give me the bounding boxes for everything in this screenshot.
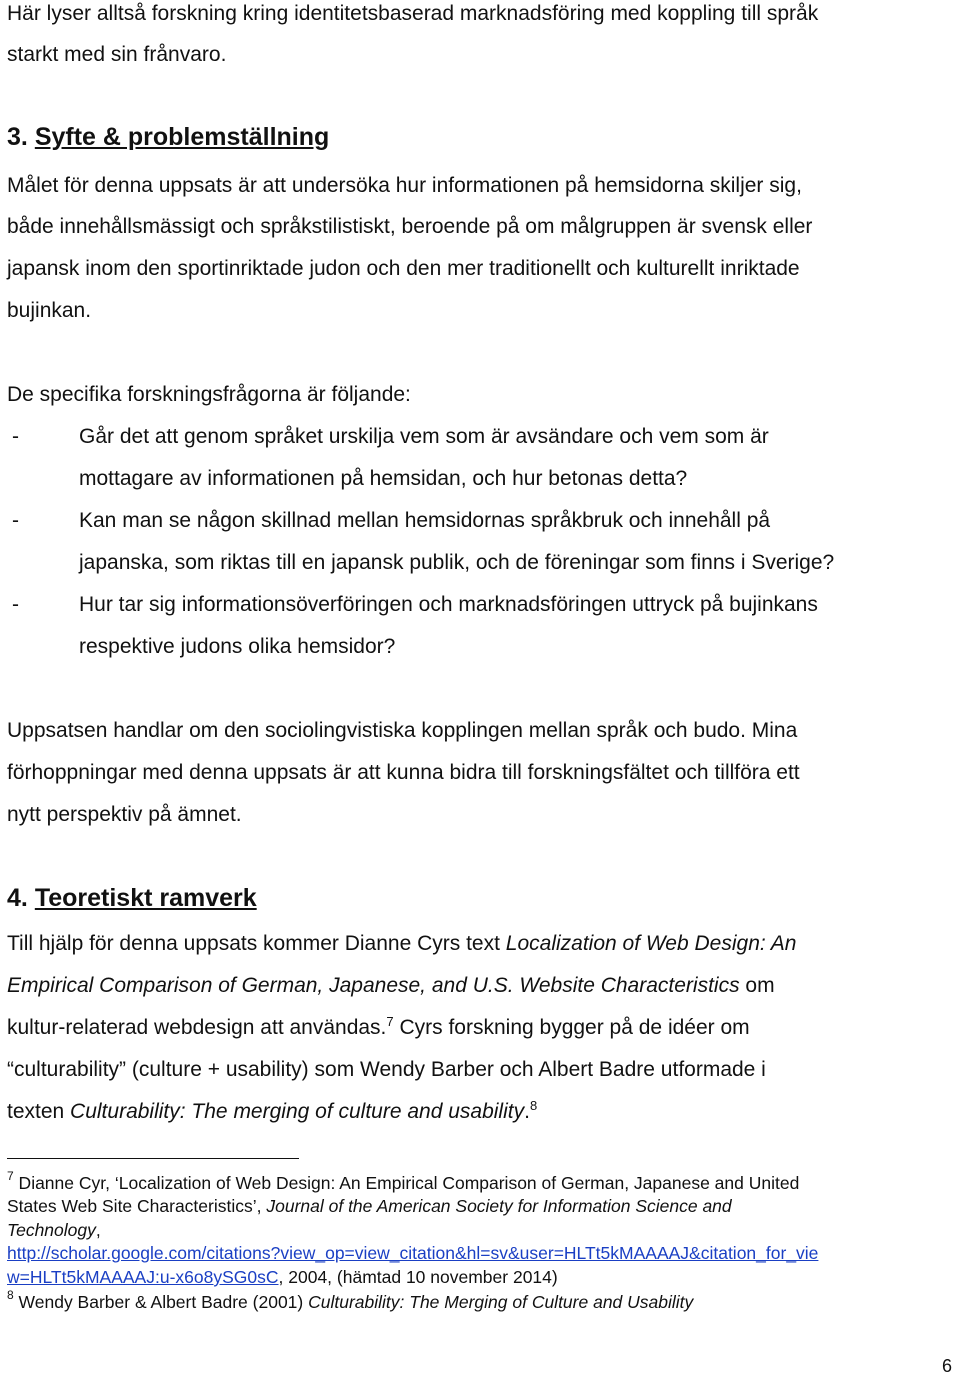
- body-text-line: Målet för denna uppsats är att undersöka hur informationen på hemsidorna skiljer sig,: [7, 174, 802, 197]
- list-item-line: Går det att genom språket urskilja vem som är avsändare och vem som är: [79, 425, 769, 448]
- body-text-line: Empirical Comparison of German, Japanese, and U.S. Website Characteristics om: [7, 974, 775, 997]
- section-title: Teoretiskt ramverk: [34, 884, 257, 912]
- section-title: Syfte & problemställning: [34, 123, 330, 151]
- list-item-line: Kan man se någon skillnad mellan hemsidornas språkbruk och innehåll på: [79, 509, 771, 532]
- body-text-line: starkt med sin frånvaro.: [7, 43, 227, 66]
- citation-link[interactable]: http://scholar.google.com/citations?view_op=view_citation&hl=sv&user=HLTt5kMAAAAJ&citation_for_vie: [7, 1243, 819, 1263]
- list-item-line: japanska, som riktas till en japansk publik, och de föreningar som finns i Sverige?: [79, 551, 835, 574]
- footnote-number: 7: [7, 1169, 14, 1183]
- questions-intro: De specifika forskningsfrågorna är följande:: [7, 383, 411, 406]
- footnote-line: States Web Site Characteristics’, Journal of the American Society for Information Science and: [7, 1196, 732, 1216]
- section-heading: [7, 882, 257, 914]
- body-text-line: kultur-relaterad webdesign att användas.$^7$ Cyrs forskning bygger på de idéer om: [7, 1014, 750, 1039]
- italic-title: Empirical Comparison of German, Japanese, and U.S. Website Characteristics: [7, 974, 740, 997]
- page-number: 6: [942, 1356, 953, 1376]
- footnote-line: [7, 1242, 818, 1264]
- body-text-line: Till hjälp för denna uppsats kommer Dianne Cyrs text Localization of Web Design: An: [7, 932, 797, 955]
- body-text-line: nytt perspektiv på ämnet.: [7, 803, 242, 826]
- body-text-line: förhoppningar med denna uppsats är att kunna bidra till forskningsfältet och tillföra ett: [7, 761, 800, 784]
- footnote-separator: [7, 1158, 299, 1159]
- footnote-number: 8: [7, 1288, 14, 1302]
- list-item-line: Hur tar sig informationsöverföringen och marknadsföringen uttryck på bujinkans: [79, 593, 818, 616]
- section-heading: [7, 121, 329, 153]
- footnote-ref: 7: [386, 1014, 394, 1029]
- body-text-line: Här lyser alltså forskning kring identitetsbaserad marknadsföring med koppling till språk: [7, 2, 819, 25]
- footnote-line: w=HLTt5kMAAAAJ:u-x6o8ySG0sC, 2004, (hämtad 10 november 2014): [7, 1267, 558, 1287]
- body-text-line: japansk inom den sportinriktade judon och den mer traditionellt och kulturellt inriktade: [7, 257, 800, 280]
- bullet-marker: -: [12, 593, 19, 616]
- bullet-marker: -: [12, 425, 19, 448]
- body-text-line: bujinkan.: [7, 299, 92, 322]
- citation-link[interactable]: w=HLTt5kMAAAAJ:u-x6o8ySG0sC: [7, 1267, 279, 1287]
- body-text-line: Uppsatsen handlar om den sociolingvistiska kopplingen mellan språk och budo. Mina: [7, 719, 798, 742]
- italic-title: Culturability: The merging of culture and usability: [70, 1100, 525, 1123]
- body-text-line: “culturability” (culture + usability) som Wendy Barber och Albert Badre utformade i: [7, 1058, 766, 1081]
- body-text-line: texten Culturability: The merging of culture and usability.$^8$: [7, 1098, 538, 1123]
- footnote-ref: 8: [529, 1098, 538, 1113]
- list-item-line: mottagare av informationen på hemsidan, och hur betonas detta?: [79, 467, 688, 490]
- italic-title: Localization of Web Design: An: [505, 932, 797, 955]
- body-text-line: både innehållsmässigt och språkstilistiskt, beroende på om målgruppen är svensk eller: [7, 215, 813, 238]
- section-number: 3.: [7, 123, 28, 151]
- footnote-7: $^7$ Dianne Cyr, ‘Localization of Web Design: An Empirical Comparison of German, Japanese and United: [7, 1169, 800, 1193]
- footnote-line: Technology,: [7, 1220, 101, 1240]
- list-item-line: respektive judons olika hemsidor?: [79, 635, 396, 658]
- footnote-8: $^8$ Wendy Barber & Albert Badre (2001) Culturability: The Merging of Culture and Usability: [7, 1288, 694, 1312]
- bullet-marker: -: [12, 509, 19, 532]
- section-number: 4.: [7, 884, 28, 912]
